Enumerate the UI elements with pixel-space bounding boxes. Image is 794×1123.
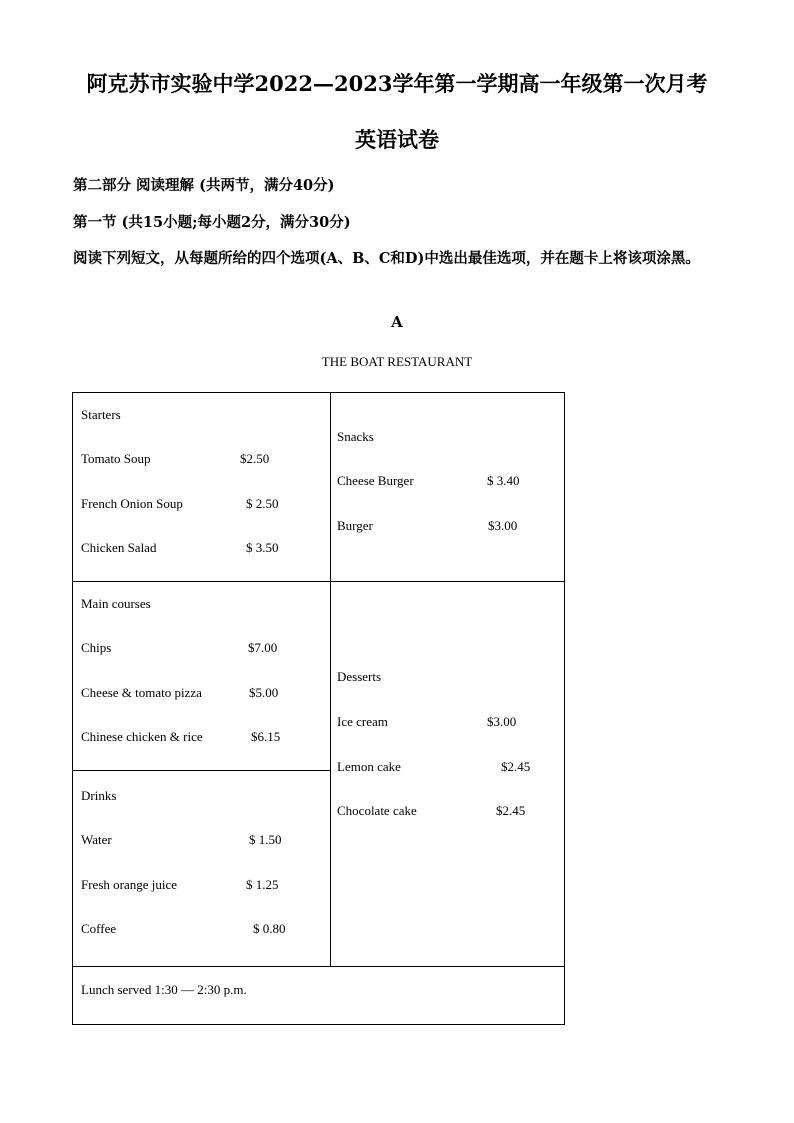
menu-item-name: Chips [81, 640, 112, 655]
menu-item-name: Chocolate cake [337, 803, 417, 818]
menu-item-name: Ice cream [337, 714, 388, 729]
vertical-divider [330, 393, 331, 966]
menu-table [72, 392, 565, 1025]
menu-item-price: $ 3.40 [487, 473, 520, 488]
drinks-heading: Drinks [81, 788, 117, 803]
menu-item-name: Fresh orange juice [81, 877, 178, 892]
main-courses-heading: Main courses [81, 596, 151, 611]
menu-item-price: $3.00 [487, 714, 517, 729]
row-divider-1 [73, 581, 564, 582]
menu-item-name: Cheese & tomato pizza [81, 685, 202, 700]
starters-heading: Starters [81, 407, 121, 422]
subsection-heading: 第一节 (共15小题;每小题2分，满分30分) [73, 214, 351, 231]
menu-item-price: $ 0.80 [253, 921, 286, 936]
row-divider-footer [73, 966, 564, 967]
menu-item-name: Cheese Burger [337, 473, 414, 488]
menu-item-name: Water [81, 832, 112, 847]
lunch-hours: Lunch served 1:30 — 2:30 p.m. [81, 982, 247, 997]
instructions: 阅读下列短文，从每题所给的四个选项(A、B、C和D)中选出最佳选项，并在题卡上将该项涂黑。 [73, 250, 700, 267]
restaurant-title: THE BOAT RESTAURANT [321, 354, 473, 369]
menu-item-name: Chicken Salad [81, 540, 157, 555]
exam-title-line2: 英语试卷 [355, 127, 439, 152]
exam-title-line1: 阿克苏市实验中学2022—2023学年第一学期高一年级第一次月考 [86, 71, 708, 96]
section-heading: 第二部分 阅读理解 (共两节，满分40分) [73, 177, 335, 194]
passage-letter: A [391, 313, 403, 331]
menu-item-name: Tomato Soup [81, 451, 151, 466]
menu-item-price: $ 3.50 [246, 540, 279, 555]
menu-item-price: $7.00 [248, 640, 278, 655]
menu-item-price: $6.15 [251, 729, 281, 744]
menu-item-name: Coffee [81, 921, 117, 936]
menu-item-price: $ 1.25 [246, 877, 279, 892]
menu-item-price: $3.00 [488, 518, 518, 533]
menu-item-price: $ 2.50 [246, 496, 279, 511]
row-divider-drinks [73, 770, 330, 771]
desserts-heading: Desserts [337, 669, 382, 684]
menu-item-price: $5.00 [249, 685, 279, 700]
menu-item-price: $2.45 [496, 803, 526, 818]
menu-item-price: $2.45 [501, 759, 531, 774]
menu-item-name: French Onion Soup [81, 496, 183, 511]
menu-item-price: $2.50 [240, 451, 270, 466]
menu-item-name: Burger [337, 518, 373, 533]
menu-item-name: Lemon cake [337, 759, 401, 774]
snacks-heading: Snacks [337, 429, 374, 444]
menu-item-price: $ 1.50 [249, 832, 282, 847]
menu-item-name: Chinese chicken & rice [81, 729, 203, 744]
